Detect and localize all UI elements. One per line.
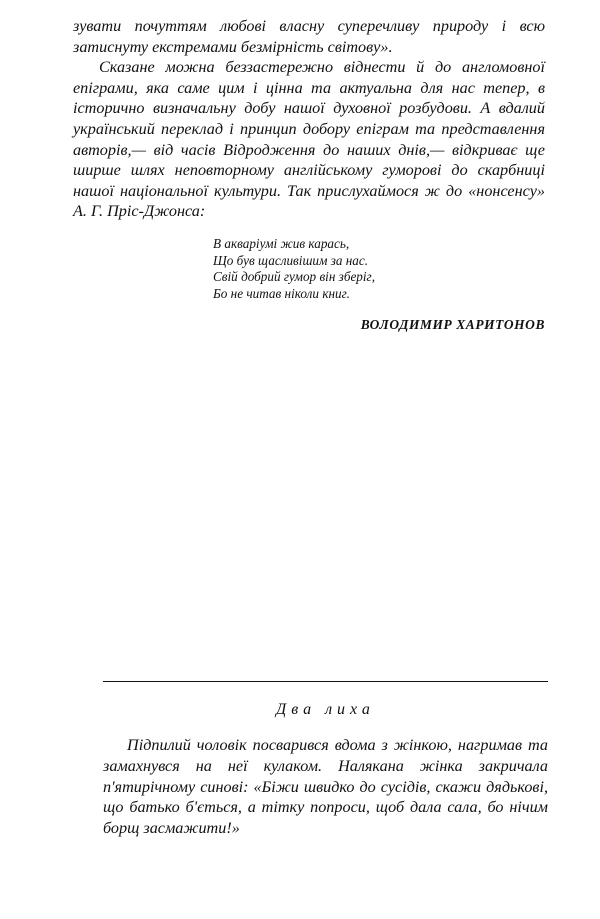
essay-paragraph-2: Сказане можна беззастережно віднести й до англомовної епіграми, яка саме цим і цінна та актуальна для нас тепер, в історично визначальну добу нашої духовної розбудови. А вдалий український переклад і принцип добору епіграм та представлення авторів,— від часів Відродження до наших днів,— відкриває ще ширше шлях неповторному англійському гуморові до скарбниці нашої національної культури. Так прислухаймося ж до «нонсенсу» А. Г. Пріс-Джонса: (73, 58, 545, 221)
story-paragraph: Підпилий чоловік посварився вдома з жінкою, нагримав та замахнувся на неї кулаком. Налякана жінка закричала п'ятирічному синові: «Біжи швидко до сусідів, скажи дядькові, що батько б'ється, а тітку попроси, щоб дала сала, бо нічим борщ засмажити!» (103, 736, 548, 838)
epigram-poem (213, 236, 375, 302)
section-title: Два лиха (276, 701, 375, 718)
poem-line: Що був щасливішим за нас. (213, 252, 369, 268)
essay-paragraph-1: зувати почуттям любові власну суперечливу природу і всю затиснуту екстремами безмірність світову». (73, 17, 545, 56)
author-signature: ВОЛОДИМИР ХАРИТОНОВ (360, 317, 545, 332)
poem-line: Свій добрий гумор він зберіг, (213, 269, 376, 285)
essay-text (73, 16, 545, 222)
poem-line: В акваріумі жив карась, (213, 236, 350, 251)
section-divider (103, 681, 548, 682)
poem-line: Бо не читав ніколи книг. (213, 285, 350, 301)
section-body (103, 735, 548, 839)
